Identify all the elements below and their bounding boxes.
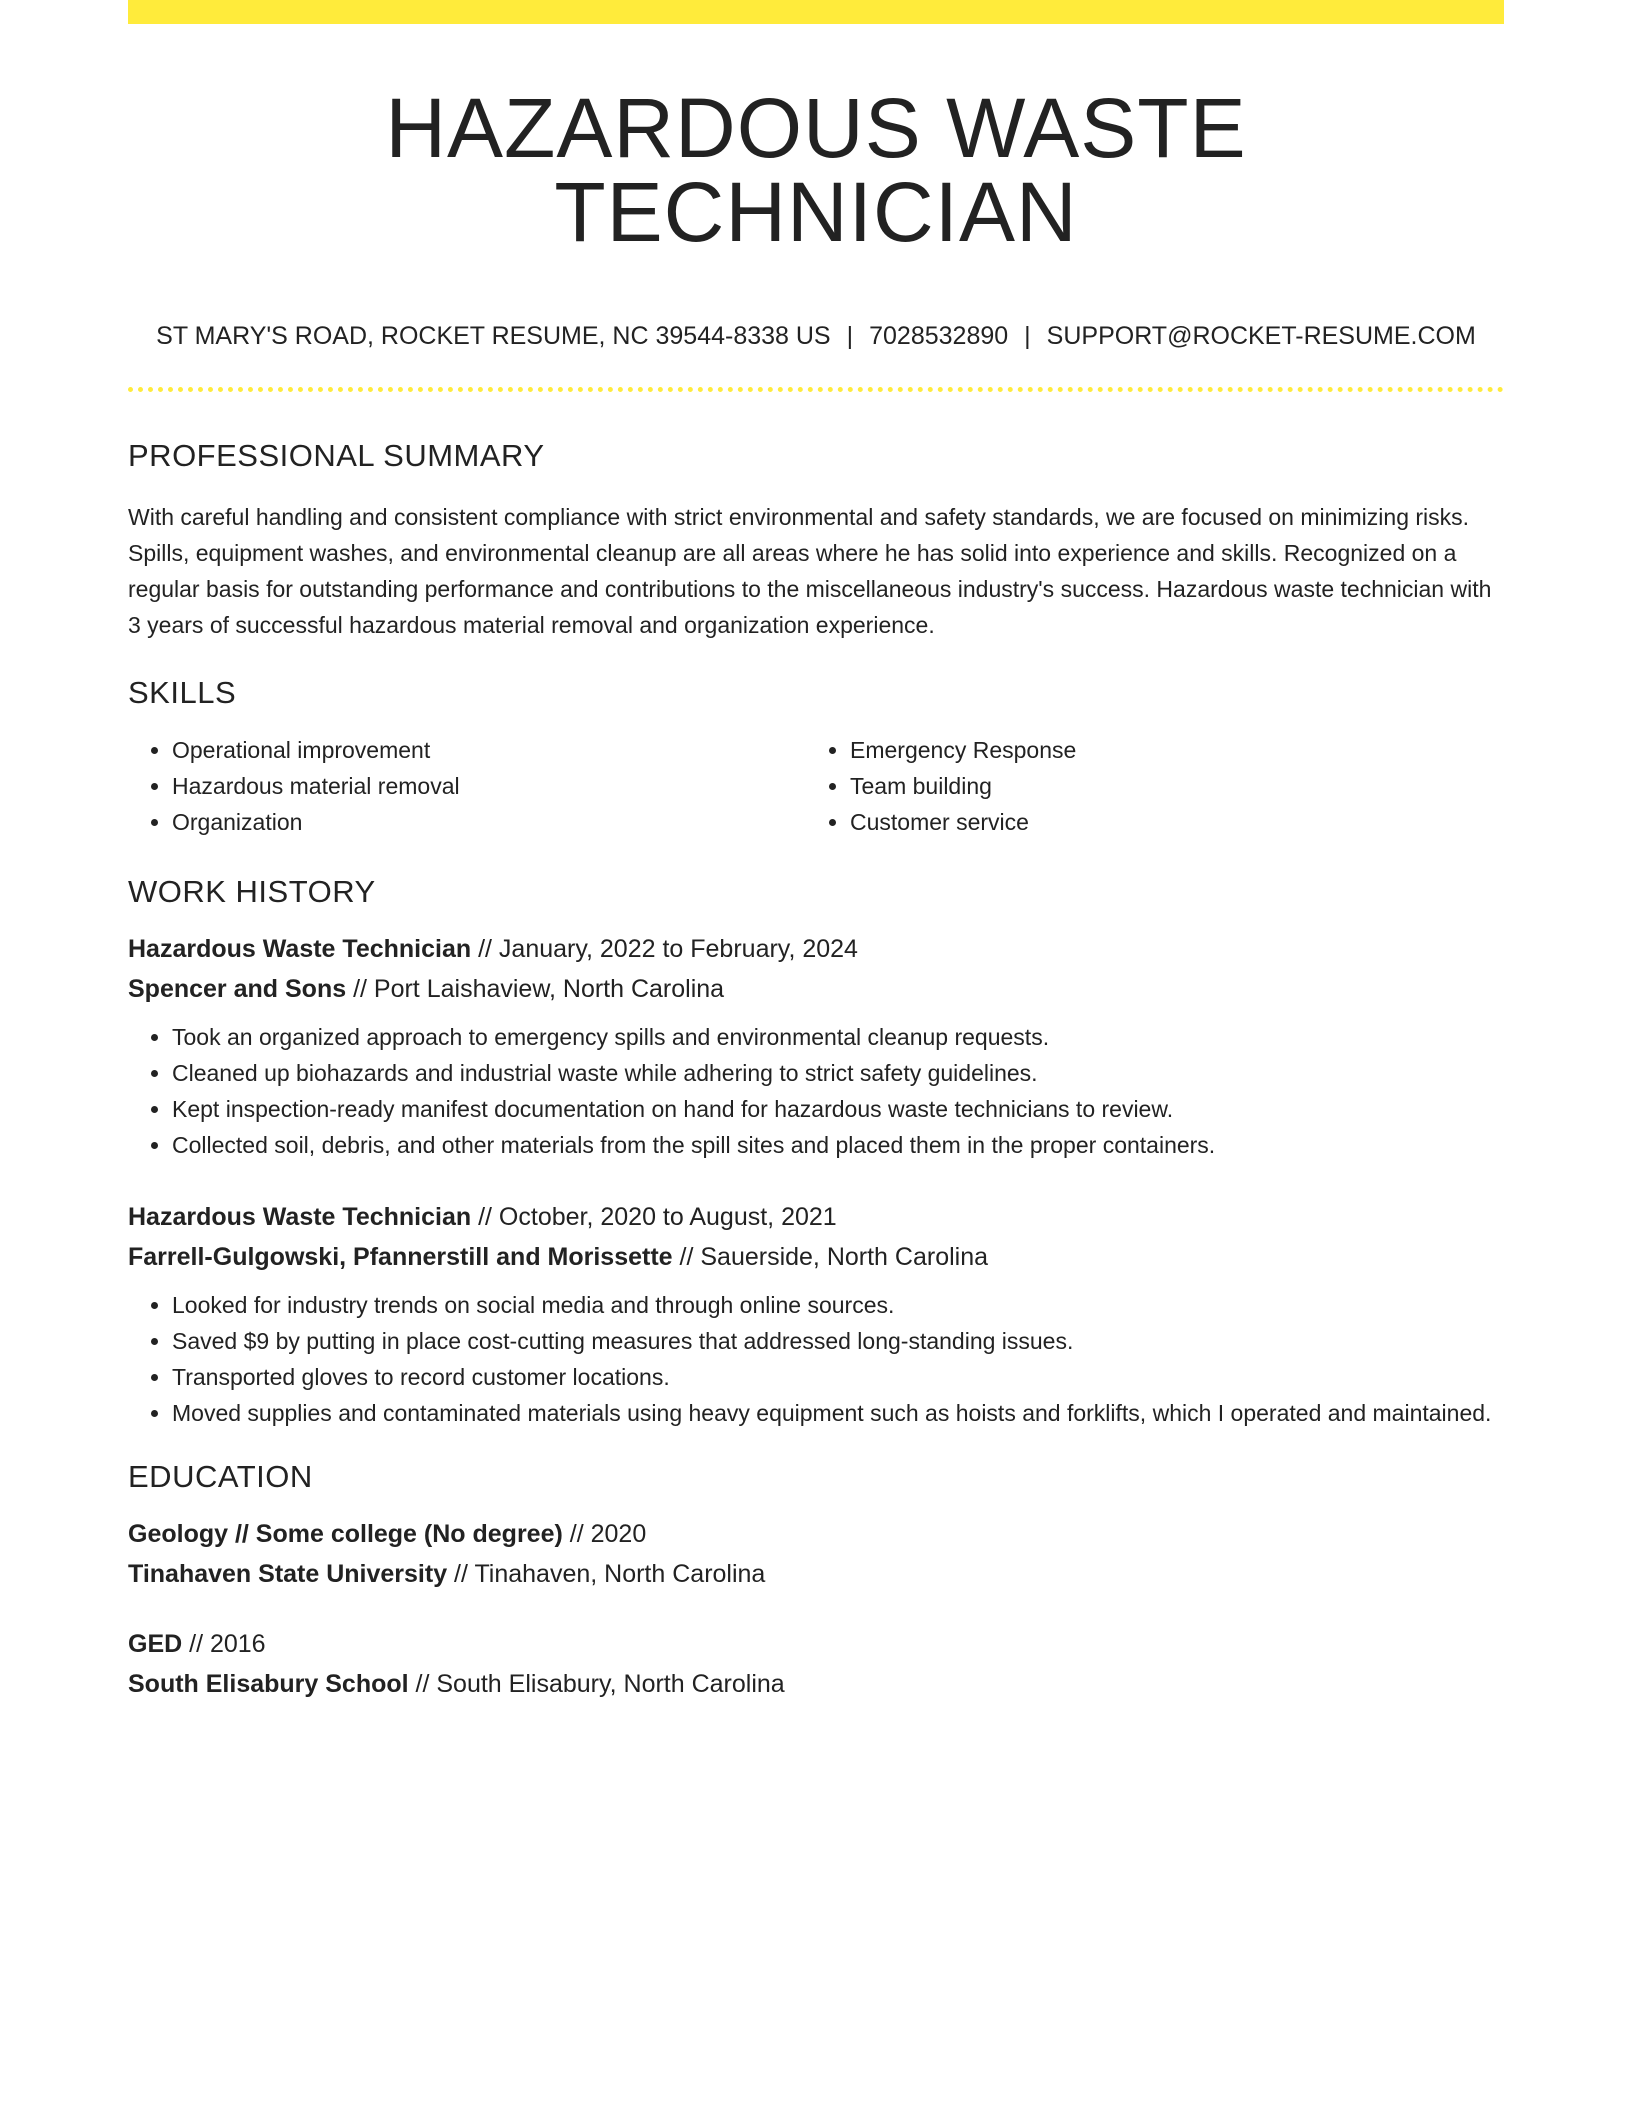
education-degree: Geology // Some college (No degree) <box>128 1520 563 1548</box>
contact-separator: | <box>1024 322 1031 350</box>
education-heading: EDUCATION <box>128 1459 313 1494</box>
education-year: // 2016 <box>182 1630 266 1658</box>
skill-item: • Organization <box>172 804 806 840</box>
education-year: // 2020 <box>562 1520 647 1548</box>
skills-column-right <box>806 732 1450 840</box>
job-bullet: • Looked for industry trends on social media and through online sources. <box>172 1287 1504 1323</box>
education-location: // Tinahaven, North Carolina <box>447 1560 766 1588</box>
summary-heading: PROFESSIONAL SUMMARY <box>128 438 545 473</box>
job-bullet: • Collected soil, debris, and other materials from the spill sites and placed them in the proper containers. <box>172 1127 1504 1163</box>
resume-page <box>128 0 1504 1704</box>
skill-item: • Hazardous material removal <box>172 768 806 804</box>
contact-line <box>128 324 1504 349</box>
job-bullets <box>128 1019 1504 1163</box>
skill-item: • Emergency Response <box>850 732 1450 768</box>
top-accent-bar <box>128 0 1504 24</box>
job-company-line <box>128 1237 1504 1277</box>
dotted-divider <box>128 387 1504 392</box>
work-history-heading: WORK HISTORY <box>128 874 376 909</box>
skill-item: • Customer service <box>850 804 1450 840</box>
education-school-line <box>128 1554 1504 1594</box>
job-entry <box>128 929 1504 1163</box>
skills-column-left <box>128 732 806 840</box>
job-dates: // October, 2020 to August, 2021 <box>471 1203 837 1231</box>
education-entry <box>128 1514 1504 1594</box>
skill-item: • Operational improvement <box>172 732 806 768</box>
job-location: // Sauerside, North Carolina <box>672 1243 989 1271</box>
education-school: Tinahaven State University <box>128 1560 448 1588</box>
email: SUPPORT@ROCKET-RESUME.COM <box>1046 322 1476 350</box>
job-company: Spencer and Sons <box>128 975 347 1003</box>
education-degree: GED <box>128 1630 183 1658</box>
job-company: Farrell-Gulgowski, Pfannerstill and Morissette <box>128 1243 673 1271</box>
education-school-line <box>128 1664 1504 1704</box>
job-role: Hazardous Waste Technician <box>128 935 472 963</box>
contact-separator: | <box>846 322 854 350</box>
address: ST MARY'S ROAD, ROCKET RESUME, NC 39544-8338 US <box>156 322 831 350</box>
job-bullet: • Saved $9 by putting in place cost-cutting measures that addressed long-standing issues. <box>172 1323 1504 1359</box>
job-company-line <box>128 969 1504 1009</box>
job-role-line <box>128 929 1504 969</box>
education-location: // South Elisabury, North Carolina <box>408 1670 785 1698</box>
education-degree-line <box>128 1624 1504 1664</box>
job-bullet: • Kept inspection-ready manifest documentation on hand for hazardous waste technicians to review. <box>172 1091 1504 1127</box>
job-entry <box>128 1197 1504 1431</box>
job-role: Hazardous Waste Technician <box>128 1203 472 1231</box>
resume-title: HAZARDOUS WASTE TECHNICIAN <box>385 81 1247 259</box>
skill-item: • Team building <box>850 768 1450 804</box>
skills-heading: SKILLS <box>128 675 237 710</box>
job-dates: // January, 2022 to February, 2024 <box>471 935 858 963</box>
job-location: // Port Laishaview, North Carolina <box>346 975 725 1003</box>
job-bullets <box>128 1287 1504 1431</box>
job-role-line <box>128 1197 1504 1237</box>
education-school: South Elisabury School <box>128 1670 409 1698</box>
education-degree-line <box>128 1514 1504 1554</box>
job-bullet: • Cleaned up biohazards and industrial waste while adhering to strict safety guidelines. <box>172 1055 1504 1091</box>
job-bullet: • Moved supplies and contaminated materials using heavy equipment such as hoists and forklifts, which I operated and maintained. <box>172 1395 1504 1431</box>
summary-text: With careful handling and consistent compliance with strict environmental and safety standards, we are focused on minimizing risks. Spills, equipment washes, and environmental cleanup are all areas where he has solid into experience and skills. Recognized on a regular basis for outstanding performance and contributions to the miscellaneous industry's success. Hazardous waste technician with 3 years of successful hazardous material removal and organization experience. <box>128 504 1492 638</box>
education-entry <box>128 1624 1504 1704</box>
job-bullet: • Transported gloves to record customer locations. <box>172 1359 1504 1395</box>
phone: 7028532890 <box>869 322 1009 350</box>
skills-list <box>128 732 1504 840</box>
job-bullet: • Took an organized approach to emergency spills and environmental cleanup requests. <box>172 1019 1504 1055</box>
